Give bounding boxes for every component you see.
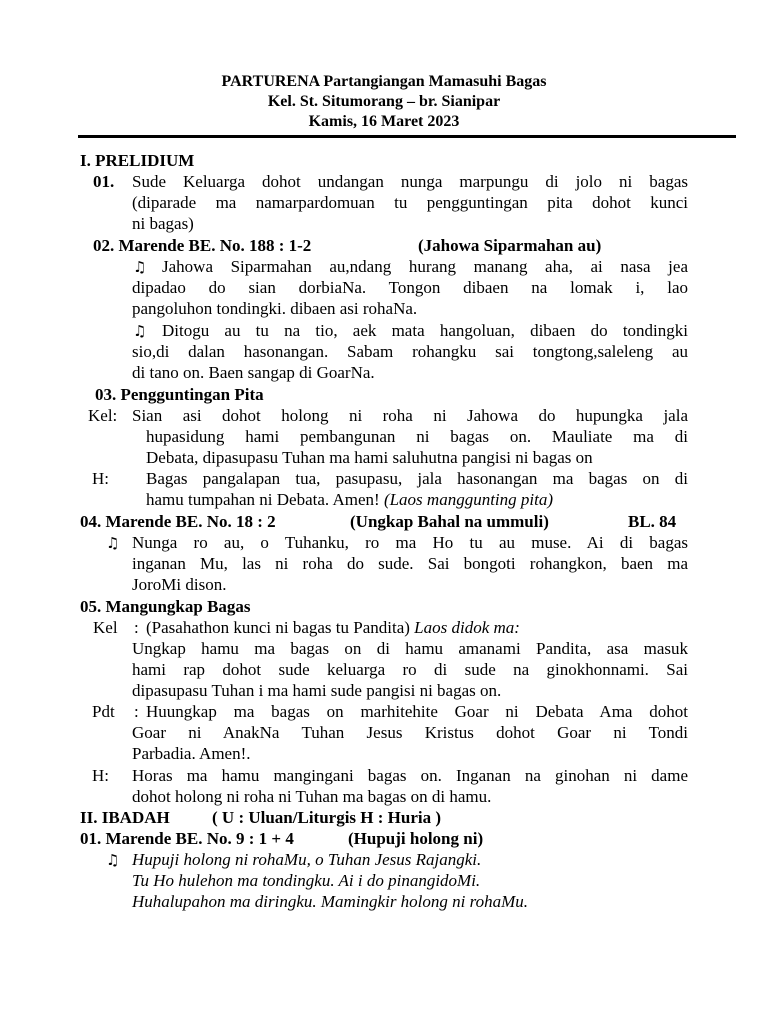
liturgy-text: (Pasahathon kunci ni bagas tu Pandita) <box>146 618 410 637</box>
item-02-title: 02. Marende BE. No. 188 : 1-2 <box>93 236 312 255</box>
liturgy-line: Debata, dipasupasu Tuhan ma hami saluhutna pangisi ni bagas on <box>146 448 593 467</box>
verse-line: Nunga ro au, o Tuhanku, ro ma Ho tu au muse. Ai di bagas <box>132 533 688 552</box>
music-note-icon: ♫ <box>106 534 120 552</box>
speaker-kel: Kel: <box>88 406 118 425</box>
verse-line: Huhalupahon ma diringku. Mamingkir holong ni rohaMu. <box>132 892 529 911</box>
item-04-song: (Ungkap Bahal na ummuli) <box>350 512 549 531</box>
section-legend: ( U : Uluan/Liturgis H : Huria ) <box>212 808 442 827</box>
item-02-song: (Jahowa Siparmahan au) <box>418 236 602 255</box>
header-date: Kamis, 16 Maret 2023 <box>308 113 460 130</box>
item-05-title: 05. Mangungkap Bagas <box>80 597 251 616</box>
liturgy-line <box>146 617 520 638</box>
liturgy-line: dohot holong ni roha ni Tuhan ma bagas on di hamu. <box>132 787 492 806</box>
liturgy-line: Bagas pangalapan tua, pasupasu, jala hasonangan ma bagas on di <box>146 469 688 488</box>
verse-line: di tano on. Baen sangap di GoarNa. <box>132 363 375 382</box>
liturgy-line: hami rap dohot sude keluarga ro di sude na ginokhonnami. Sai <box>132 660 688 679</box>
liturgy-line: hupasidung hami pembangunan ni bagas on. Mauliate ma di <box>146 427 688 446</box>
music-note-icon: ♫ <box>106 851 120 869</box>
liturgy-line: dipasupasu Tuhan i ma hami sude pangisi ni bagas on. <box>132 681 502 700</box>
item-01-line: Sude Keluarga dohot undangan nunga marpungu di jolo ni bagas <box>132 172 688 191</box>
verse-line: Jahowa Siparmahan au,ndang hurang manang aha, ai nasa jea <box>162 257 688 276</box>
header-family: Kel. St. Situmorang – br. Sianipar <box>267 93 501 110</box>
colon: : <box>134 618 139 637</box>
verse-line: JoroMi dison. <box>132 575 227 594</box>
item-01-line: (diparade ma namarpardomuan tu pengguntingan pita dohot kunci <box>132 193 688 212</box>
item-04-title: 04. Marende BE. No. 18 : 2 <box>80 512 276 531</box>
verse-line: sio,di dalan hasonangan. Sabam rohangku sai tongtong,saleleng au <box>132 342 688 361</box>
section-heading-prelidium: I. PRELIDIUM <box>80 151 195 170</box>
liturgy-line: Goar ni AnakNa Tuhan Jesus Kristus dohot Goar ni Tondi <box>132 723 688 742</box>
music-note-icon: ♫ <box>133 322 147 340</box>
speaker-pdt: Pdt <box>92 702 115 721</box>
rubric-text: (Laos manggunting pita) <box>383 490 553 509</box>
header-rule <box>78 135 736 138</box>
verse-line: Hupuji holong ni rohaMu, o Tuhan Jesus Rajangki. <box>132 850 482 869</box>
liturgy-line: Horas ma hamu mangingani bagas on. Inganan na ginohan ni dame <box>132 766 688 785</box>
verse-line: inganan Mu, las ni roha do sude. Sai bongoti rohangkon, baen ma <box>132 554 688 573</box>
verse-line: Ditogu au tu na tio, aek mata hangoluan, dibaen do tondingki <box>162 321 688 340</box>
item-ibadah-01-song: (Hupuji holong ni) <box>348 829 484 848</box>
item-number-01: 01. <box>93 172 115 191</box>
liturgy-line: Huungkap ma bagas on marhitehite Goar ni Debata Ama dohot <box>146 702 688 721</box>
speaker-kel: Kel <box>93 618 118 637</box>
section-heading-ibadah: II. IBADAH <box>80 808 170 827</box>
speaker-h: H: <box>92 469 109 488</box>
liturgy-line <box>146 489 553 510</box>
music-note-icon: ♫ <box>133 258 147 276</box>
verse-line: pangoluhon tondingki. dibaen asi rohaNa. <box>132 299 418 318</box>
item-04-bl: BL. 84 <box>628 512 677 531</box>
item-01-line: ni bagas) <box>132 214 194 233</box>
liturgy-line: Parbadia. Amen!. <box>132 744 251 763</box>
speaker-h: H: <box>92 766 109 785</box>
liturgy-line: Sian asi dohot holong ni roha ni Jahowa do hupungka jala <box>132 406 688 425</box>
colon: : <box>134 702 139 721</box>
header-title: PARTURENA Partangiangan Mamasuhi Bagas <box>221 73 547 90</box>
verse-line: dipadao do sian dorbiaNa. Tongon dibaen na lomak i, lao <box>132 278 688 297</box>
liturgy-line: Ungkap hamu ma bagas on di hamu amanami Pandita, asa masuk <box>132 639 688 658</box>
item-03-title: 03. Pengguntingan Pita <box>95 385 264 404</box>
rubric-text: Laos didok ma: <box>414 618 520 637</box>
liturgy-text: hamu tumpahan ni Debata. Amen! <box>146 490 380 509</box>
verse-line: Tu Ho hulehon ma tondingku. Ai i do pinangidoMi. <box>132 871 481 890</box>
item-ibadah-01-title: 01. Marende BE. No. 9 : 1 + 4 <box>80 829 294 848</box>
